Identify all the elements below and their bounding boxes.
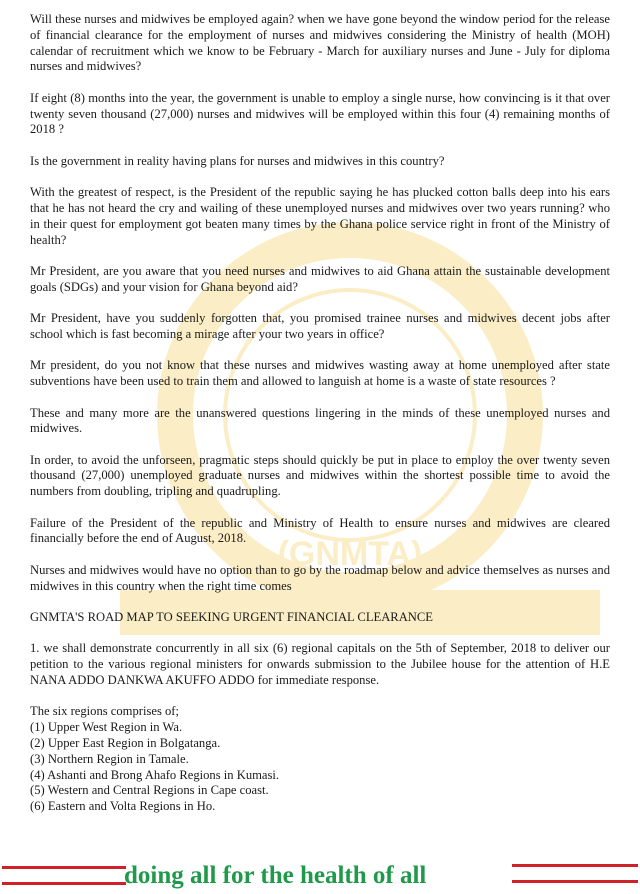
- list-item: (1) Upper West Region in Wa.: [30, 720, 183, 735]
- footer-rule: [2, 882, 126, 885]
- footer-rule: [512, 880, 638, 883]
- regions-list: [30, 720, 610, 815]
- footer-slogan: doing all for the health of all: [124, 862, 427, 889]
- paragraph: Mr President, have you suddenly forgotten that, you promised trainee nurses and midwives decent jobs after school which is fast becoming a mirage after your two years in office?: [30, 311, 610, 341]
- paragraph: Is the government in reality having plans for nurses and midwives in this country?: [30, 153, 445, 168]
- list-item: (3) Northern Region in Tamale.: [30, 751, 189, 766]
- paragraph: Nurses and midwives would have no option than to go by the roadmap below and advice themselves as nurses and midwives in this country when the right time comes: [30, 562, 610, 593]
- regions-intro: The six regions comprises of;: [30, 704, 179, 719]
- svg-text:(GNMTA): (GNMTA): [277, 535, 423, 573]
- paragraph: If eight (8) months into the year, the government is unable to employ a single nurse, how convincing is it that over twenty seven thousand (27,000) nurses and midwives will be employed within this four (4) remaining months of 2018 ?: [30, 90, 610, 137]
- paragraph: Mr President, are you aware that you need nurses and midwives to aid Ghana attain the sustainable development goals (SDGs) and your vision for Ghana beyond aid?: [30, 263, 610, 294]
- list-item: (6) Eastern and Volta Regions in Ho.: [30, 799, 216, 814]
- footer-rule: [512, 864, 638, 867]
- list-item: (2) Upper East Region in Bolgatanga.: [30, 736, 221, 751]
- footer-rule: [2, 866, 126, 869]
- paragraph: Will these nurses and midwives be employed again? when we have gone beyond the window period for the release of financial clearance for the employment of nurses and midwives considering the Ministry of health (MOH) calendar of recruitment which we know to be February - March for auxiliary nurses and June - July for diploma nurses and midwives?: [30, 12, 610, 74]
- paragraph: In order, to avoid the unforseen, pragmatic steps should quickly be put in place to employ the over twenty seven thousand (27,000) unemployed graduate nurses and midwives within the shortest possible time to avoid the numbers from doubling, tripling and quadrupling.: [30, 452, 610, 499]
- paragraph: These and many more are the unanswered questions lingering in the minds of these unemployed nurses and midwives.: [30, 405, 610, 436]
- document-body: [30, 12, 610, 815]
- paragraph: Failure of the President of the republic and Ministry of Health to ensure nurses and midwives are cleared financially before the end of August, 2018.: [30, 515, 610, 546]
- roadmap-step-1: 1. we shall demonstrate concurrently in all six (6) regional capitals on the 5th of September, 2018 to deliver our petition to the various regional ministers for onwards submission to the Jubilee house for the attention of H.E NANA ADDO DANKWA AKUFFO ADDO for immediate response.: [30, 641, 610, 688]
- paragraph: Mr president, do you not know that these nurses and midwives wasting away at home unemployed after state subventions have been used to train them and allowed to languish at home is a waste of state resources ?: [30, 358, 610, 389]
- paragraph: With the greatest of respect, is the President of the republic saying he has plucked cotton balls deep into his ears that he has not heard the cry and wailing of these unemployed nurses and midwives over two years running? who in their quest for employment got beaten many times by the Ghana police service right in front of the Ministry of health?: [30, 185, 610, 247]
- roadmap-heading: GNMTA'S ROAD MAP TO SEEKING URGENT FINANCIAL CLEARANCE: [30, 610, 433, 625]
- footer: [0, 858, 640, 894]
- list-item: (4) Ashanti and Brong Ahafo Regions in Kumasi.: [30, 767, 280, 782]
- list-item: (5) Western and Central Regions in Cape coast.: [30, 783, 269, 798]
